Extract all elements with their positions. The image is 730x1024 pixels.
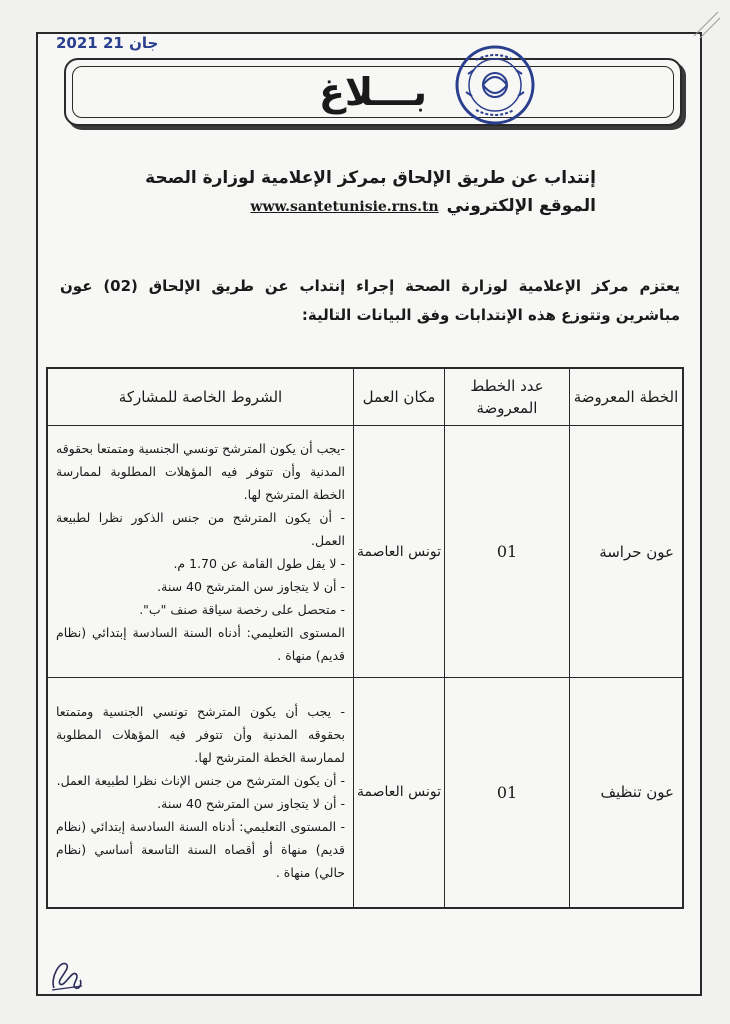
- handwritten-date: 2021 جان 21: [56, 34, 159, 52]
- condition-item: - لا يقل طول القامة عن 1.70 م.: [173, 555, 345, 571]
- condition-item: - أن يكون المترشح من جنس الذكور نظرا لطبيعة العمل.: [56, 509, 345, 548]
- row-plan: عون تنظيف: [570, 678, 684, 908]
- title-frame: [72, 66, 674, 118]
- table-row: [47, 426, 683, 678]
- header-conditions: الشروط الخاصة للمشاركة: [47, 368, 354, 426]
- positions-table: [46, 367, 684, 909]
- official-stamp-icon: [454, 44, 536, 126]
- condition-item: - المستوى التعليمي: أدناه السنة السادسة إبتدائي (نظام قديم) منهاة أو أقصاه السنة التاسعة أساسي (نظام حالي) منهاة .: [56, 819, 345, 881]
- condition-item: -يجب أن يكون المترشح تونسي الجنسية ومتمتعا بحقوقه المدنية وأن تتوفر فيه المؤهلات المطلوبة لممارسة الخطة المترشح لها.: [56, 440, 345, 502]
- condition-item: - أن لا يتجاوز سن المترشح 40 سنة.: [157, 578, 345, 594]
- intro-paragraph: يعتزم مركز الإعلامية لوزارة الصحة إجراء إنتداب عن طريق الإلحاق (02) عون مباشرين وتتوزع هذه الإنتدابات وفق البيانات التالية:: [60, 277, 680, 324]
- header-count: عدد الخطط المعروضة: [445, 368, 570, 426]
- row-place: تونس العاصمة: [354, 426, 445, 678]
- condition-item: - أن يكون المترشح من جنس الإناث نظرا لطبيعة العمل.: [56, 773, 345, 789]
- website-link[interactable]: www.santetunisie.rns.tn: [250, 199, 439, 215]
- header-place: مكان العمل: [354, 368, 445, 426]
- condition-item: المستوى التعليمي: أدناه السنة السادسة إبتدائي (نظام قديم) منهاة .: [56, 624, 345, 663]
- title-box: [64, 58, 682, 126]
- row-conditions: [47, 678, 354, 908]
- row-count: 01: [445, 426, 570, 678]
- corner-mark-icon: [688, 6, 724, 42]
- website-label: الموقع الإلكتروني: [446, 196, 596, 216]
- table-header-row: [47, 368, 683, 426]
- heading-line-2: [250, 196, 596, 216]
- row-place: تونس العاصمة: [354, 678, 445, 908]
- page-title: بـــلاغ: [318, 70, 428, 114]
- condition-item: - أن لا يتجاوز سن المترشح 40 سنة.: [157, 796, 345, 812]
- table-row: [47, 678, 683, 908]
- condition-item: - يجب أن يكون المترشح تونسي الجنسية ومتمتعا بحقوقه المدنية وأن تتوفر فيه المؤهلات المطلوبة لممارسة الخطة المترشح لها.: [56, 704, 345, 766]
- signature-icon: [46, 950, 86, 994]
- row-count: 01: [445, 678, 570, 908]
- row-plan: عون حراسة: [570, 426, 684, 678]
- row-conditions: [47, 426, 354, 678]
- condition-item: - متحصل على رخصة سياقة صنف "ب".: [139, 601, 345, 617]
- heading-line-1: إنتداب عن طريق الإلحاق بمركز الإعلامية لوزارة الصحة: [145, 168, 596, 188]
- header-plan: الخطة المعروضة: [570, 368, 684, 426]
